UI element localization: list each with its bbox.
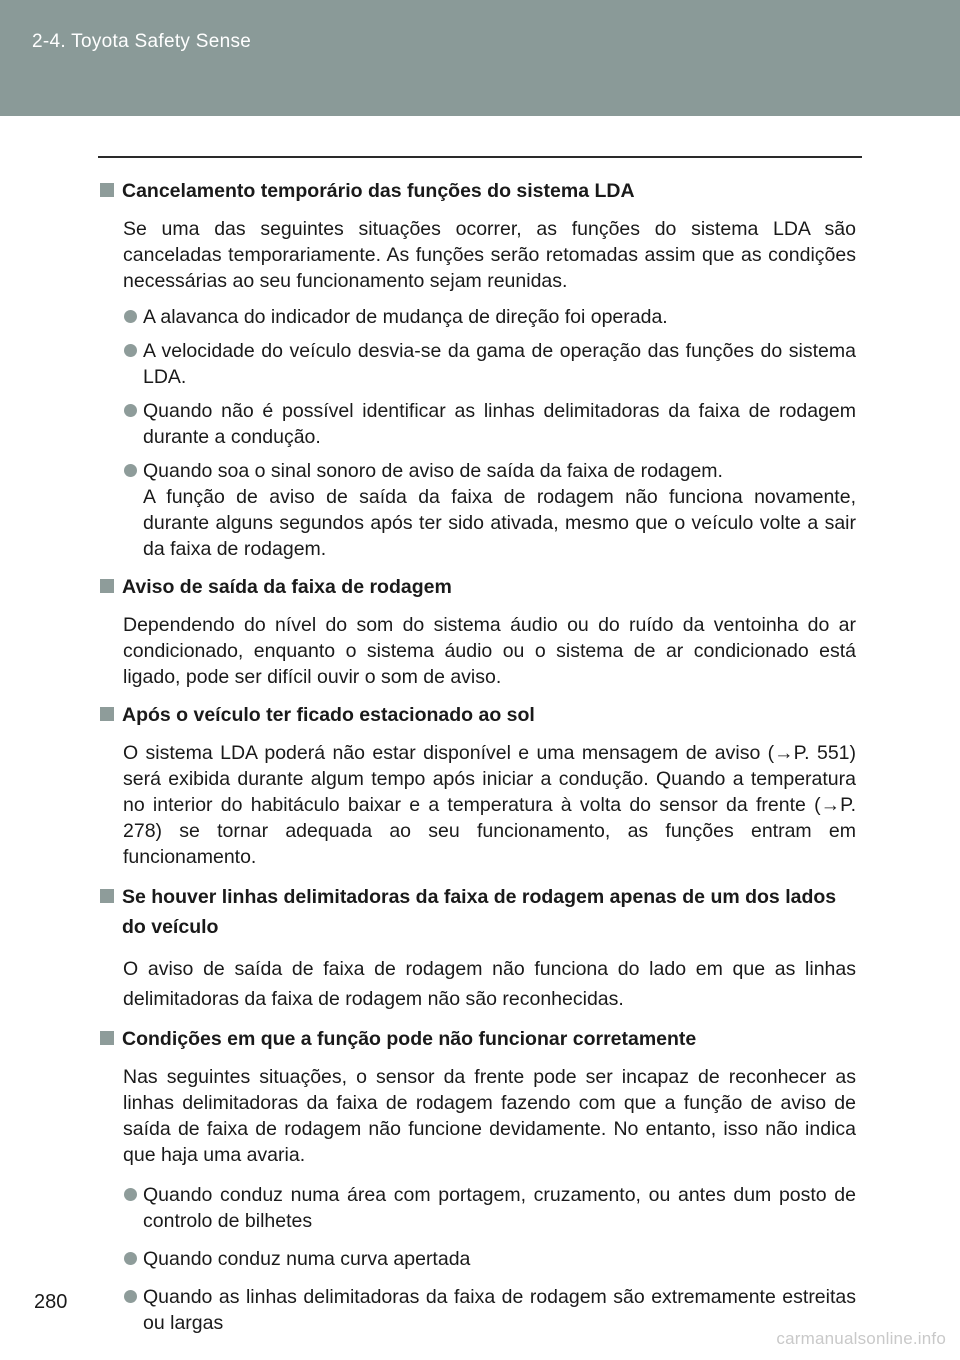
- round-bullet-icon: [124, 1188, 137, 1201]
- section-paragraph: O sistema LDA poderá não estar disponível e uma mensagem de aviso (→P. 551) será exibida durante algum tempo após iniciar a condução. Quando a temperatura no interior do habitáculo baixar e a temperatura à volta do sensor da frente (→P. 278) se tornar adequada ao seu funcionamento, as funções entram em funcionamento.: [123, 742, 856, 868]
- square-bullet-icon: [100, 579, 114, 593]
- round-bullet-icon: [124, 310, 137, 323]
- page-number: 280: [34, 1291, 68, 1313]
- square-bullet-icon: [100, 707, 114, 721]
- section-heading: Após o veículo ter ficado estacionado ao sol: [98, 702, 856, 728]
- list-item: Quando soa o sinal sonoro de aviso de saída da faixa de rodagem. A função de aviso de saída da faixa de rodagem não funciona novamente, durante alguns segundos após ter sido ativada, mesmo que o veículo volte a sair da faixa de rodagem.: [98, 458, 856, 562]
- round-bullet-icon: [124, 1290, 137, 1303]
- round-bullet-icon: [124, 464, 137, 477]
- section-heading: Aviso de saída da faixa de rodagem: [98, 574, 856, 600]
- section-paragraph: O aviso de saída de faixa de rodagem não funciona do lado em que as linhas delimitadoras da faixa de rodagem não são reconhecidas.: [123, 958, 856, 1010]
- list-item: A velocidade do veículo desvia-se da gama de operação das funções do sistema LDA.: [98, 338, 856, 390]
- chapter-title: 2-4. Toyota Safety Sense: [32, 31, 252, 52]
- list-item: Quando não é possível identificar as linhas delimitadoras da faixa de rodagem durante a condução.: [98, 398, 856, 450]
- list-item: A alavanca do indicador de mudança de direção foi operada.: [98, 304, 856, 330]
- round-bullet-icon: [124, 1252, 137, 1265]
- section-heading: Se houver linhas delimitadoras da faixa de rodagem apenas de um dos lados do veículo: [98, 882, 856, 942]
- watermark: carmanualsonline.info: [776, 1329, 946, 1348]
- page-content: [98, 178, 856, 1344]
- section-paragraph: Dependendo do nível do som do sistema áudio ou do ruído da ventoinha do ar condicionado, enquanto o sistema áudio ou o sistema de ar condicionado está ligado, pode ser difícil ouvir o som de aviso.: [123, 614, 856, 688]
- list-item: Quando as linhas delimitadoras da faixa de rodagem são extremamente estreitas ou largas: [98, 1284, 856, 1336]
- square-bullet-icon: [100, 1031, 114, 1045]
- section-heading: Cancelamento temporário das funções do sistema LDA: [98, 178, 856, 204]
- list-item: Quando conduz numa curva apertada: [98, 1246, 856, 1272]
- list-item-note: A função de aviso de saída da faixa de rodagem não funciona novamente, durante alguns segundos após ter sido ativada, mesmo que o veículo volte a sair da faixa de rodagem.: [143, 486, 856, 560]
- list-item: Quando conduz numa área com portagem, cruzamento, ou antes dum posto de controlo de bilhetes: [98, 1182, 856, 1234]
- square-bullet-icon: [100, 183, 114, 197]
- section-paragraph: Se uma das seguintes situações ocorrer, as funções do sistema LDA são canceladas temporariamente. As funções serão retomadas assim que as condições necessárias ao seu funcionamento sejam reunidas.: [123, 218, 856, 292]
- section-divider: [98, 156, 862, 158]
- round-bullet-icon: [124, 404, 137, 417]
- section-heading: Condições em que a função pode não funcionar corretamente: [98, 1026, 856, 1052]
- square-bullet-icon: [100, 889, 114, 903]
- section-paragraph: Nas seguintes situações, o sensor da frente pode ser incapaz de reconhecer as linhas delimitadoras da faixa de rodagem fazendo com que a função de aviso de saída de faixa de rodagem não funcione devidamente. No entanto, isso não indica que haja uma avaria.: [123, 1066, 856, 1166]
- round-bullet-icon: [124, 344, 137, 357]
- chapter-header-band: [0, 0, 960, 116]
